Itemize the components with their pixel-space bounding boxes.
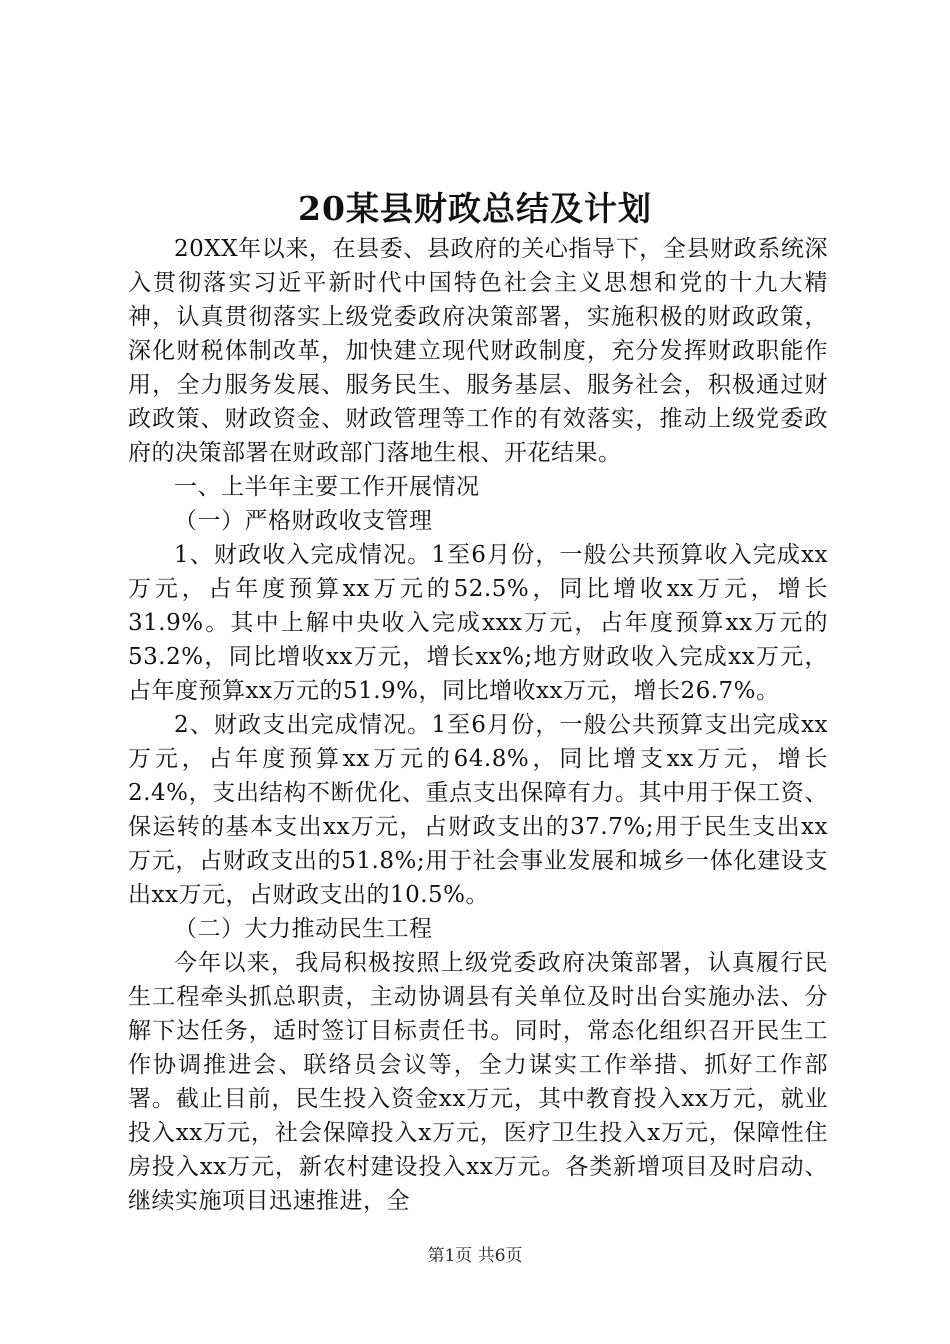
subsection-heading: （一）严格财政收支管理 bbox=[174, 508, 433, 534]
intro-paragraph: 20XX年以来，在县委、县政府的关心指导下，全县财政系统深入贯彻落实习近平新时代中国特色社会主义思想和党的十九大精神，认真贯彻落实上级党委政府决策部署，实施积极的财政政策，深化财税体制改革，加快建立现代财政制度，充分发挥财政职能作用，全力服务发展、服务民生、服务基层、服务社会，积极通过财政政策、财政资金、财政管理等工作的有效落实，推动上级党委政府的决策部署在财政部门落地生根、开花结果。 bbox=[128, 236, 828, 466]
expenditure-paragraph: 2、财政支出完成情况。1至6月份，一般公共预算支出完成xx万元，占年度预算xx万元的64.8%，同比增支xx万元，增长2.4%，支出结构不断优化、重点支出保障有力。其中用于保工资、保运转的基本支出xx万元，占财政支出的37.7%;用于民生支出xx万元，占财政支出的51.8%;用于社会事业发展和城乡一体化建设支出xx万元，占财政支出的10.5%。 bbox=[128, 712, 828, 908]
livelihood-paragraph: 今年以来，我局积极按照上级党委政府决策部署，认真履行民生工程牵头抓总职责，主动协调县有关单位及时出台实施办法、分解下达任务，适时签订目标责任书。同时，常态化组织召开民生工作协调推进会、联络员会议等，全力谋实工作举措、抓好工作部署。截止目前，民生投入资金xx万元，其中教育投入xx万元，就业投入xx万元，社会保障投入x万元，医疗卫生投入x万元，保障性住房投入xx万元，新农村建设投入xx万元。各类新增项目及时启动、继续实施项目迅速推进，全 bbox=[128, 950, 828, 1214]
document-title: 20某县财政总结及计划 bbox=[298, 189, 652, 228]
page-footer: 第1页 共6页 bbox=[427, 1246, 523, 1266]
subsection-heading: （二）大力推动民生工程 bbox=[174, 916, 433, 942]
document-body bbox=[128, 232, 828, 1218]
section-heading: 一、上半年主要工作开展情况 bbox=[174, 474, 480, 500]
revenue-paragraph: 1、财政收入完成情况。1至6月份，一般公共预算收入完成xx万元，占年度预算xx万元的52.5%，同比增收xx万元，增长31.9%。其中上解中央收入完成xxx万元，占年度预算xx万元的53.2%，同比增收xx万元，增长xx%;地方财政收入完成xx万元，占年度预算xx万元的51.9%，同比增收xx万元，增长26.7%。 bbox=[128, 542, 828, 704]
